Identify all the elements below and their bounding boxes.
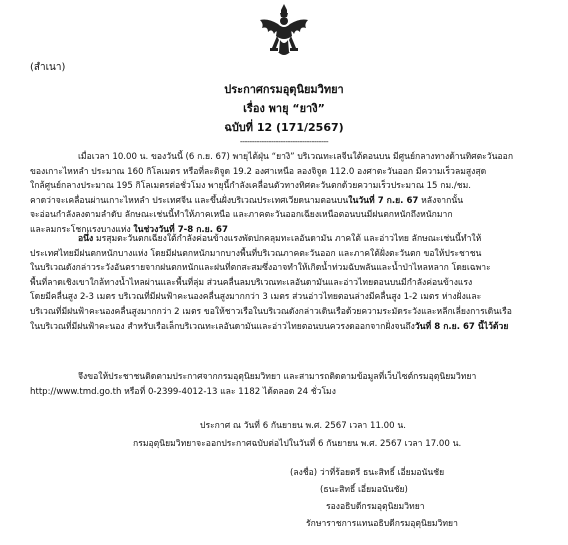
paragraph-storm-details	[30, 150, 550, 238]
paragraph-line: โดยมีคลื่นสูง 2-3 เมตร บริเวณที่มีฝนฟ้าคะนองคลื่นสูงมากกว่า 3 เมตร ส่วนอ่าวไทยตอนล่างมีคลื่นสูง 1-2 เมตร ห่างฝั่งและ	[30, 292, 482, 303]
separator-line: -------------------------------------	[239, 137, 329, 146]
paragraph-line: http://www.tmd.go.th หรือที่ 0-2399-4012-13 และ 1182 ได้ตลอด 24 ชั่วโมง	[30, 386, 336, 397]
paragraph-line: อนึ่ง มรสุมตะวันตกเฉียงใต้กำลังค่อนข้างแรงพัดปกคลุมทะเลอันดามัน ภาคใต้ และอ่าวไทย ลักษณะเช่นนี้ทำให้	[78, 234, 482, 244]
paragraph-line: พื้นที่ลาดเชิงเขาใกล้ทางน้ำไหลผ่านและพื้นที่ลุ่ม ส่วนคลื่นลมบริเวณทะเลอันดามันและอ่าวไทยตอนบนมีกำลังค่อนข้างแรง	[30, 277, 473, 288]
issue-number: ฉบับที่ 12 (171/2567)	[224, 121, 344, 134]
announcement-datetime: ประกาศ ณ วันที่ 6 กันยายน พ.ศ. 2567 เวลา 11.00 น.	[200, 421, 406, 431]
paragraph-line: จะอ่อนกำลังลงตามลำดับ ลักษณะเช่นนี้ทำให้ภาคเหนือ และภาคตะวันออกเฉียงเหนือตอนบนมีฝนตกหนักถึงหนักมาก	[30, 210, 453, 221]
copy-label: (สำเนา)	[30, 62, 66, 73]
paragraph-line: และลมกระโชกแรงบางแห่ง ในช่วงวันที่ 7-8 ก.ย. 67	[30, 224, 228, 235]
paragraph-line: ใกล้ศูนย์กลางประมาณ 195 กิโลเมตรต่อชั่วโมง พายุนี้กำลังเคลื่อนตัวทางทิศตะวันตกด้วยความเร็วประมาณ 15 กม./ชม.	[30, 181, 471, 192]
next-issue-notice: กรมอุตุนิยมวิทยาจะออกประกาศฉบับต่อไปในวันที่ 6 กันยายน พ.ศ. 2567 เวลา 17.00 น.	[133, 439, 462, 449]
paragraph-line: คาดว่าจะเคลื่อนผ่านเกาะไหหลำ ประเทศจีน และขึ้นฝั่งบริเวณประเทศเวียดนามตอนบนในวันที่ 7 ก.ย. 67 หลังจากนั้น	[30, 195, 464, 206]
paragraph-follow-updates	[30, 370, 550, 399]
paragraph-line: ประเทศไทยมีฝนตกหนักบางแห่ง โดยมีฝนตกหนักมากบางพื้นที่บริเวณภาคตะวันออก และภาคใต้ฝั่งตะวันตก ขอให้ประชาชน	[30, 248, 482, 259]
signature-position: รองอธิบดีกรมอุตุนิยมวิทยา	[326, 502, 425, 512]
signature-name: (ธนะสิทธิ์ เอี่ยมอนันชัย)	[320, 485, 408, 495]
garuda-emblem-icon	[258, 2, 310, 58]
paragraph-line: ในบริเวณดังกล่าวระวังอันตรายจากฝนตกหนักและฝนที่ตกสะสมซึ่งอาจทำให้เกิดน้ำท่วมฉับพลันและน้ำป่าไหลหลาก โดยเฉพาะ	[30, 263, 491, 274]
document-subject: เรื่อง พายุ “ยางิ”	[243, 102, 325, 115]
paragraph-line: บริเวณที่มีฝนฟ้าคะนองคลื่นสูงมากกว่า 2 เมตร ขอให้ชาวเรือในบริเวณดังกล่าวเดินเรือด้วยความระมัดระวังและหลีกเลี่ยงการเดินเรือ	[30, 306, 512, 317]
signature-acting: รักษาราชการแทนอธิบดีกรมอุตุนิยมวิทยา	[306, 519, 458, 529]
paragraph-line: ในบริเวณที่มีฝนฟ้าคะนอง สำหรับเรือเล็กบริเวณทะเลอันดามันและอ่าวไทยตอนบนควรงดออกจากฝั่งจนถึงวันที่ 8 ก.ย. 67 นี้ไว้ด้วย	[30, 321, 509, 332]
paragraph-line: ของเกาะไหหลำ ประมาณ 160 กิโลเมตร หรือที่ละติจูด 19.2 องศาเหนือ ลองจิจูด 112.0 องศาตะวันออก มีความเร็วลมสูงสุด	[30, 166, 487, 177]
document-title: ประกาศกรมอุตุนิยมวิทยา	[224, 83, 344, 96]
paragraph-line: จึงขอให้ประชาชนติดตามประกาศจากกรมอุตุนิยมวิทยา และสามารถติดตามข้อมูลที่เว็บไซต์กรมอุตุนิยมวิทยา	[78, 372, 477, 382]
paragraph-monsoon-warning	[30, 232, 550, 334]
signature-signed: (ลงชื่อ) ว่าที่ร้อยตรี ธนะสิทธิ์ เอี่ยมอนันชัย	[290, 468, 445, 478]
paragraph-line: เมื่อเวลา 10.00 น. ของวันนี้ (6 ก.ย. 67) พายุไต้ฝุ่น “ยางิ” บริเวณทะเลจีนใต้ตอนบน มีศูนย์กลางทางด้านทิศตะวันออก	[78, 152, 514, 162]
